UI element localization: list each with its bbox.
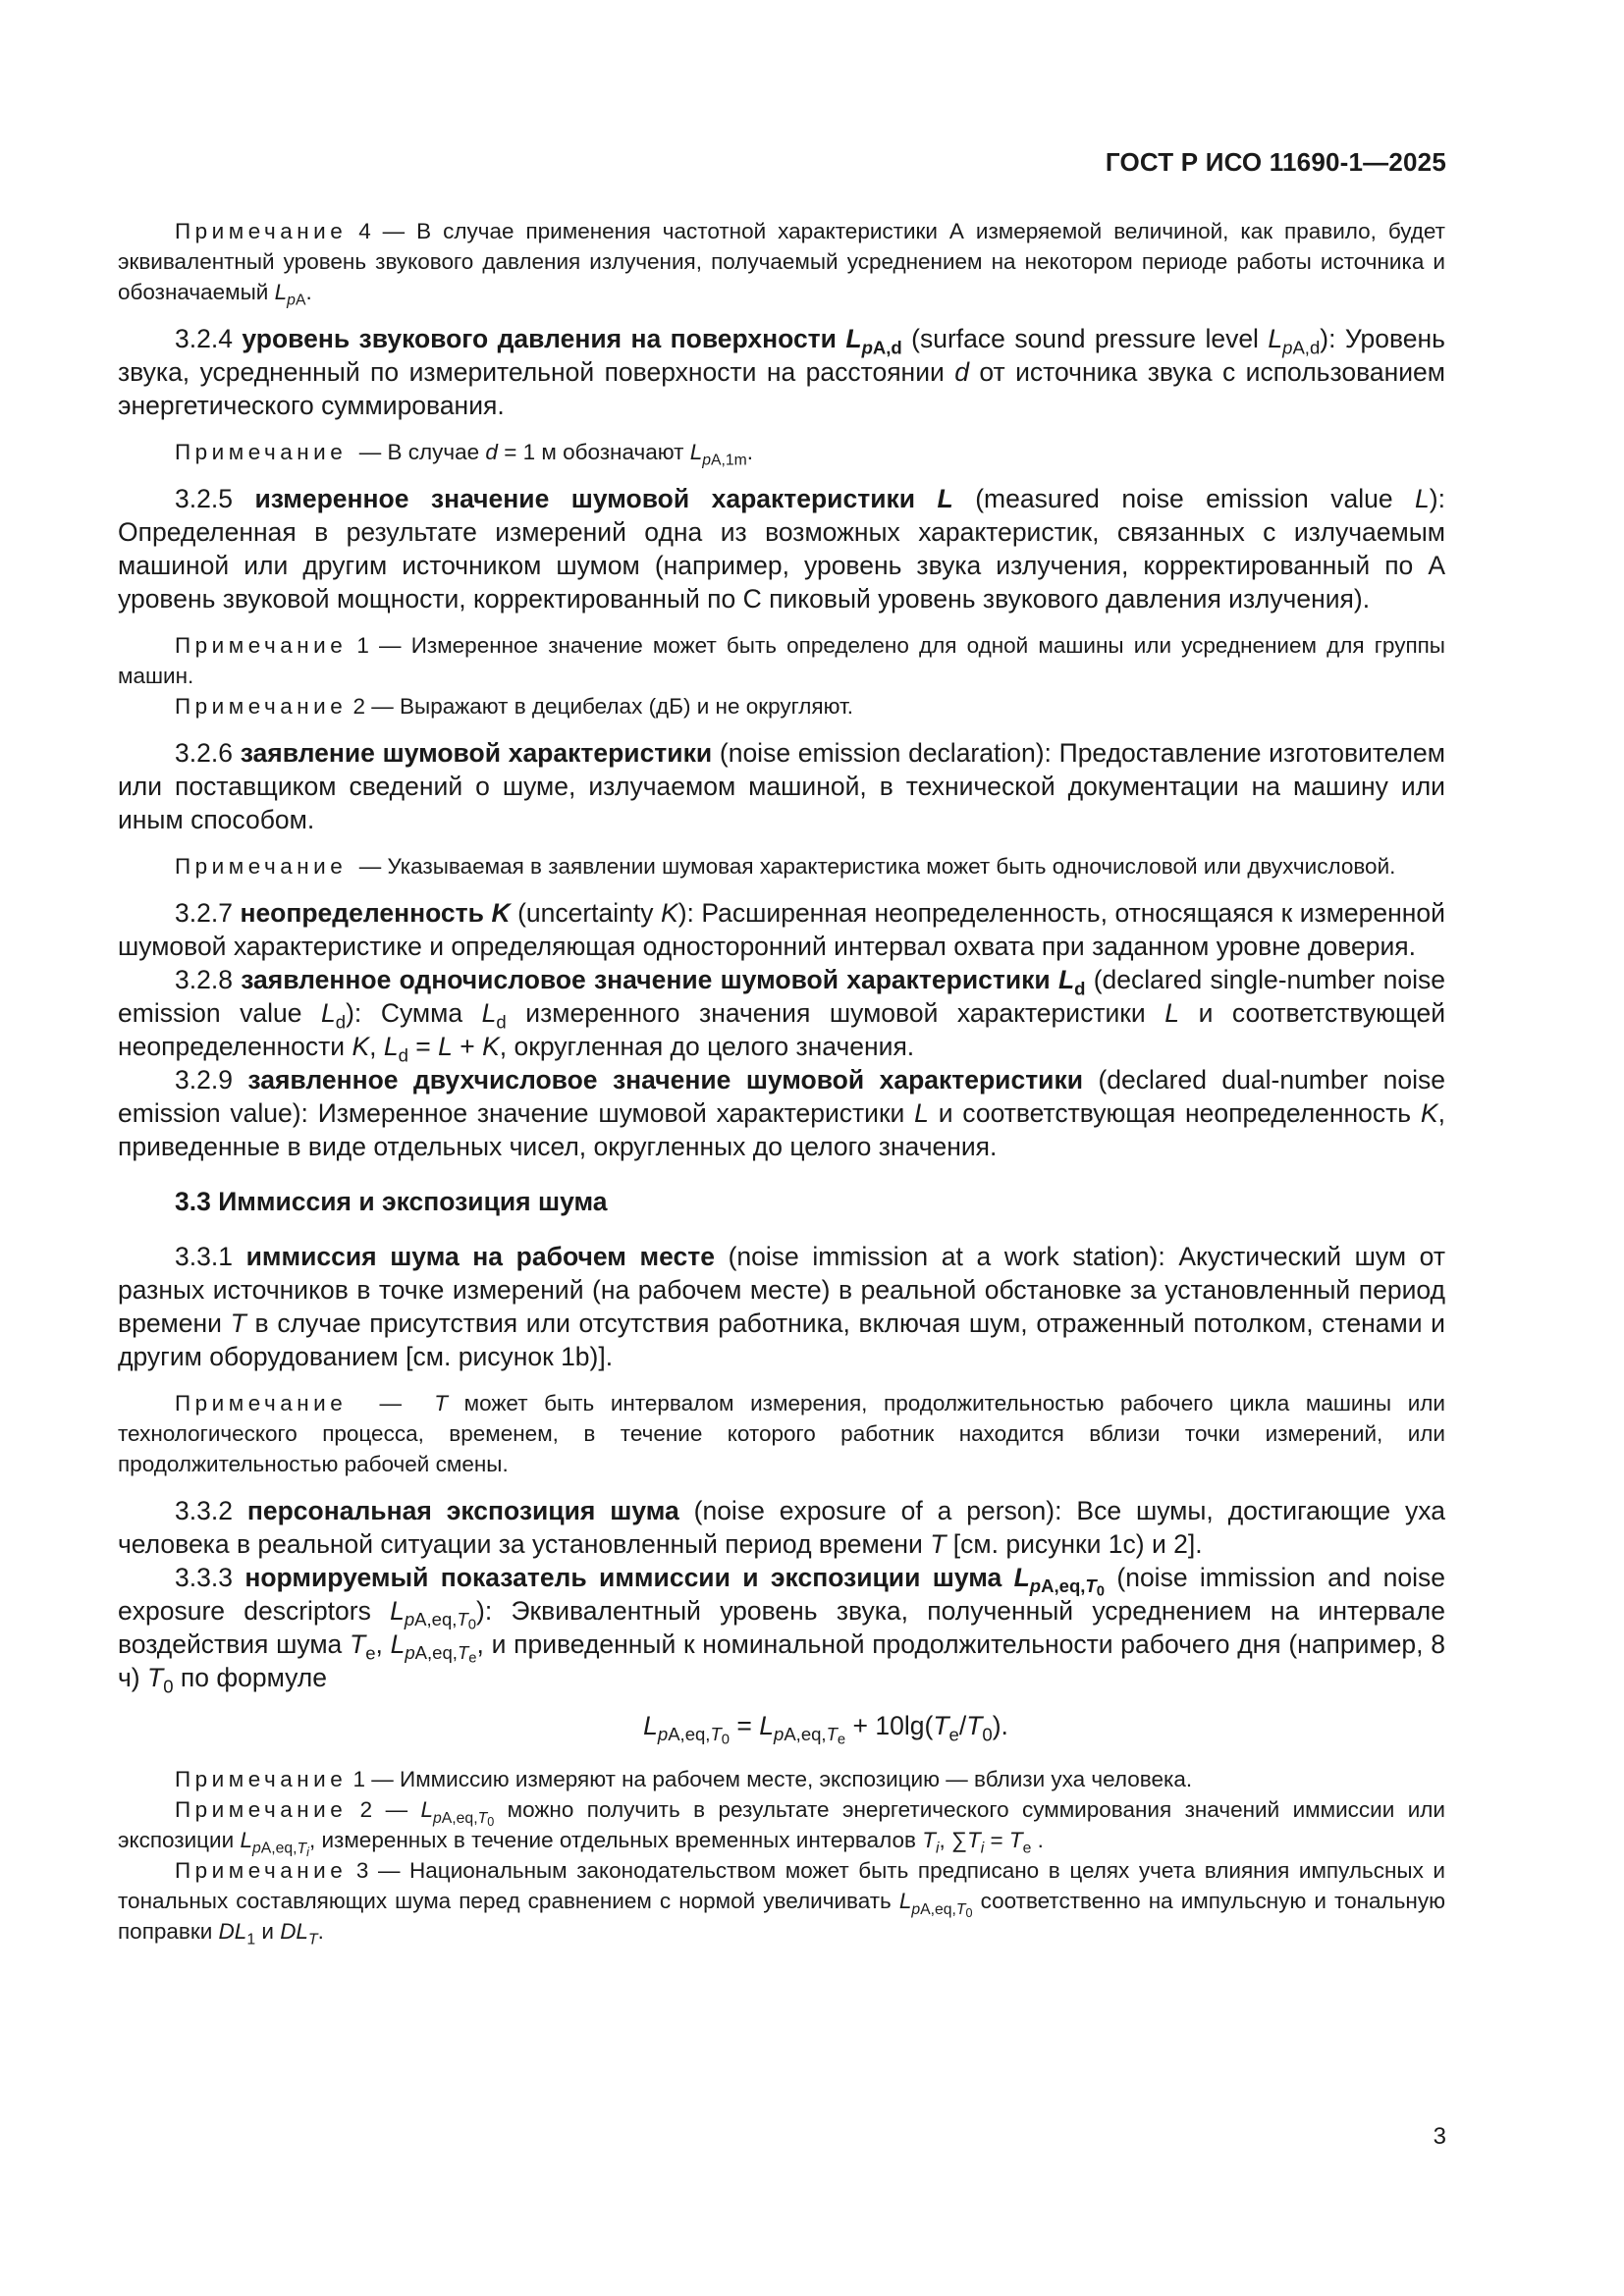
- note-3-3-3-2: Примечание 2 — $L_{pA,eq,T_0}$ можно получить в результате энергетического суммирования значений иммиссии или экспозиции $L_{pA,eq,T_i}$, измеренных в течение отдельных временных интервалов $T_i$, $\sum T_i = T_e$ .: [118, 1797, 1445, 1859]
- term-3-3-2: 3.3.2 персональная экспозиция шума (noise exposure of a person): Все шумы, достигающие уха человека в реальной ситуации за установленный период времени T [см. рисунки 1c) и 2].: [118, 1496, 1445, 1559]
- term-3-2-4: 3.2.4 уровень звукового давления на поверхности $L_{pA,d}$ (surface sound pressure level $L_{pA,d}$): Уровень звука, усредненный по измерительной поверхности на расстоянии d от источника звука с использованием энергетического суммирования.: [118, 324, 1445, 420]
- note-3-3-3-1: Примечание 1 — Иммиссию измеряют на рабочем месте, экспозицию — вблизи уха человека.: [175, 1767, 1193, 1791]
- document-header: ГОСТ Р ИСО 11690-1—2025: [1105, 147, 1446, 177]
- note-3-3-3-3: Примечание 3 — Национальным законодательством может быть предписано в целях учета влияния импульсных и тональных составляющих шума перед сравнением с нормой увеличивать $L_{pA,eq,T_0}$ соответственно на импульсную и тональную поправки $DL_1$ и $DL_T$.: [118, 1858, 1445, 1949]
- note-label: Примечание: [175, 219, 348, 243]
- page-number: 3: [1433, 2123, 1446, 2150]
- term-3-2-9: 3.2.9 заявленное двухчисловое значение шумовой характеристики (declared dual-number noise emission value): Измеренное значение шумовой характеристики L и соответствующая неопределенность K, приведенные в виде отдельных чисел, округленных до целого значения.: [118, 1065, 1445, 1161]
- term-3-2-7: 3.2.7 неопределенность K (uncertainty K): Расширенная неопределенность, относящаяся к измеренной шумовой характеристике и определяющая односторонний интервал охвата при заданном уровне доверия.: [118, 898, 1445, 961]
- term-3-2-6: 3.2.6 заявление шумовой характеристики (noise emission declaration): Предоставление изготовителем или поставщиком сведений о шуме, излучаемом машиной, в технической документации на машину или иным способом.: [118, 738, 1445, 834]
- page-body: [118, 216, 1445, 1947]
- note-3-3-1: Примечание — T может быть интервалом измерения, продолжительностью рабочего цикла машины или технологического процесса, временем, в течение которого работник находится вблизи точки измерений, или продолжительностью рабочей смены.: [118, 1391, 1445, 1476]
- formula-leq: $L_{pA,eq,T_0} = L_{pA,eq,T_e} + 10\lg(T_e/T_0)$.: [643, 1711, 1008, 1749]
- note-3-2-5-2: Примечание 2 — Выражают в децибелах (дБ) и не округляют.: [175, 694, 854, 719]
- term-3-3-1: 3.3.1 иммиссия шума на рабочем месте (noise immission at a work station): Акустический шум от разных источников в точке измерений (на рабочем месте) в реальной обстановке за установленный период времени T в случае присутствия или отсутствия работника, включая шум, отраженный потолком, стенами и другим оборудованием [см. рисунок 1b)].: [118, 1242, 1445, 1371]
- note-3-2-6: Примечание — Указываемая в заявлении шумовая характеристика может быть одночисловой или двухчисловой.: [175, 854, 1396, 879]
- term-3-2-8: 3.2.8 заявленное одночисловое значение шумовой характеристики $L_d$ (declared single-number noise emission value $L_d$): Сумма $L_d$ измеренного значения шумовой характеристики L и соответствующей неопределенности K, $L_d = L + K$, округленная до целого значения.: [118, 965, 1446, 1066]
- note-4: Примечание 4 — В случае применения частотной характеристики А измеряемой величиной, как правило, будет эквивалентный уровень звукового давления излучения, получаемый усреднением на некотором периоде работы источника и обозначаемый $L_{pA}$.: [118, 219, 1445, 309]
- note-3-2-4: Примечание — В случае d = 1 м обозначают $L_{pA,1m}$.: [175, 440, 753, 469]
- term-3-3-3: 3.3.3 нормируемый показатель иммиссии и экспозиции шума $L_{pA,eq,T_0}$ (noise immission and noise exposure descriptors $L_{pA,eq,T_0}$): Эквивалентный уровень звука, полученный усреднением на интервале воздействия шума $T_e$, $L_{pA,eq,T_e}$, и приведенный к номинальной продолжительности рабочего дня (например, 8 ч) $T_0$ по формуле: [118, 1563, 1445, 1697]
- note-3-2-5-1: Примечание 1 — Измеренное значение может быть определено для одной машины или усреднением для группы машин.: [118, 633, 1445, 688]
- section-heading-3-3: 3.3 Иммиссия и экспозиция шума: [175, 1187, 608, 1216]
- term-3-2-5: 3.2.5 измеренное значение шумовой характеристики L (measured noise emission value L): Определенная в результате измерений одна из возможных характеристик, связанных с излучаемым машиной или другим источником шумом (например, уровень звука излучения, корректированный по А уровень звуковой мощности, корректированный по С пиковый уровень звукового давления излучения).: [118, 484, 1445, 614]
